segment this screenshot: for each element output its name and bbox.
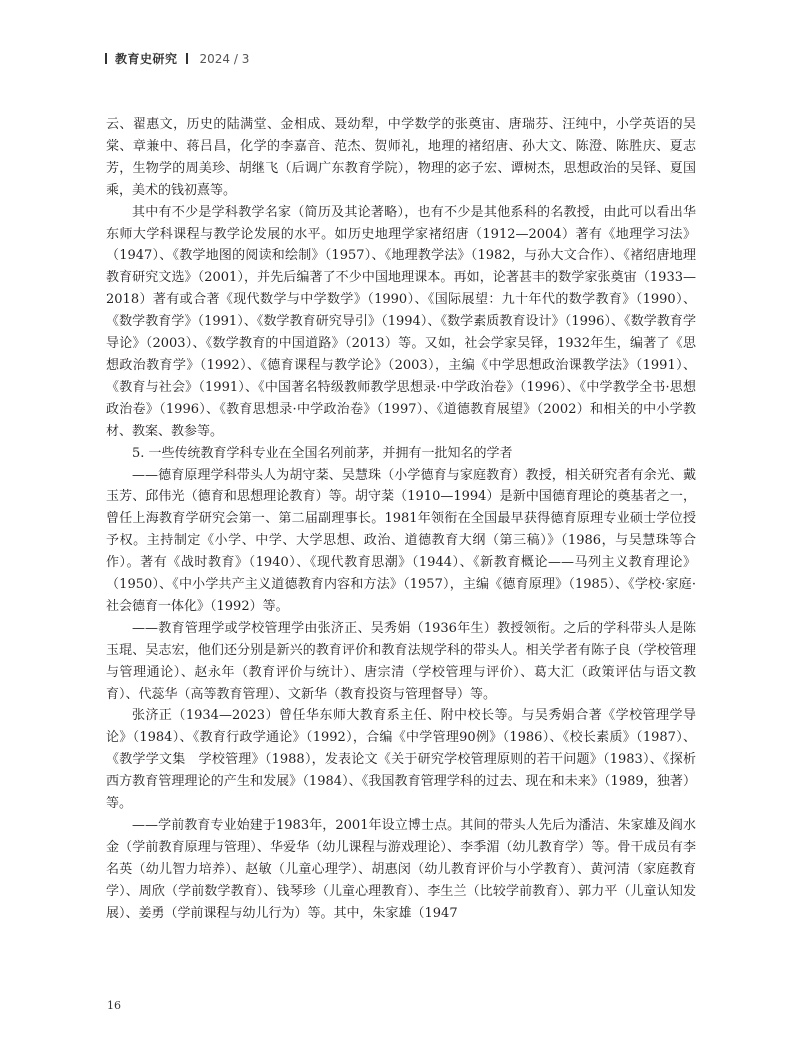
- article-body: [106, 114, 696, 925]
- paragraph: 云、翟惠文，历史的陆满堂、金相成、聂幼犁，中学数学的张奠宙、唐瑞芬、汪纯中，小学英语的吴棠、章兼中、蒋吕昌，化学的李嘉音、范杰、贺师礼，地理的褚绍唐、孙大文、陈澄、陈胜庆、夏志芳，生物学的周美珍、胡继飞（后调广东教育学院），物理的宓子宏、谭树杰，思想政治的吴铎、夏国乘，美术的钱初熹等。: [106, 117, 696, 198]
- header-right-divider: [186, 53, 188, 64]
- page-number: 16: [107, 999, 121, 1012]
- journal-title: 教育史研究: [115, 52, 178, 66]
- paragraph: 张济正（1934—2023）曾任华东师大教育系主任、附中校长等。与吴秀娟合著《学校管理学导论》（1984）、《教育行政学通论》（1992），合编《中学管理90例》（1986）、《校长素质》（1987）、《教学学文集 学校管理》（1988），发表论文《关于研究学校管理原则的若干问题》（1983）、《探析西方教育管理理论的产生和发展》（1984）、《我国教育管理学科的过去、现在和未来》（1989，独著）等。: [106, 708, 696, 812]
- paragraph: ——教育管理学或学校管理学由张济正、吴秀娟（1936年生）教授领衔。之后的学科带头人是陈玉琨、吴志宏，他们还分别是新兴的教育评价和教育法规学科的带头人。相关学者有陈子良（学校管理与管理通论）、赵永年（教育评价与统计）、唐宗清（学校管理与评价）、葛大汇（政策评估与语文教育）、代蕊华（高等教育管理）、文新华（教育投资与管理督导）等。: [106, 620, 696, 702]
- issue-label: 2024 / 3: [199, 51, 250, 66]
- paragraph: 其中有不少是学科教学名家（简历及其论著略），也有不少是其他系科的名教授，由此可以看出华东师大学科课程与教学论发展的水平。如历史地理学家褚绍唐（1912—2004）著有《地理学习法》（1947）、《教学地图的阅读和绘制》（1957）、《地理教学法》（1982，与孙大文合作）、《褚绍唐地理教育研究文选》（2001），并先后编著了不少中国地理课本。再如，论著甚丰的数学家张奠宙（1933—2018）著有或合著《现代数学与中学数学》（1990）、《国际展望：九十年代的数学教育》（1990）、《数学教育学》（1991）、《数学教育研究导引》（1994）、《数学素质教育设计》（1996）、《数学教育学导论》（2003）、《数学教育的中国道路》（2013）等。又如，社会学家吴铎，1932年生，编著了《思想政治教育学》（1992）、《德育课程与教学论》（2003），主编《中学思想政治课教学法》（1991）、《教育与社会》（1991）、《中国著名特级教师教学思想录·中学政治卷》（1996）、《中学教学全书·思想政治卷》（1996）、《教育思想录·中学政治卷》（1997）、《道德教育展望》（2002）和相关的中小学教材、教案、教参等。: [106, 204, 696, 439]
- paragraph: 5. 一些传统教育学科专业在全国名列前茅，并拥有一批知名的学者: [132, 445, 513, 461]
- paragraph: ——德育原理学科带头人为胡守棻、吴慧珠（小学德育与家庭教育）教授，相关研究者有余光、戴玉芳、邱伟光（德育和思想理论教育）等。胡守棻（1910—1994）是新中国德育理论的奠基者之一，曾任上海教育学研究会第一、第二届副理事长。1981年领衔在全国最早获得德育原理专业硕士学位授予权。主持制定《小学、中学、大学思想、政治、道德教育大纲（第三稿）》（1986，与吴慧珠等合作）。著有《战时教育》（1940）、《现代教育思潮》（1944）、《新教育概论——马列主义教育理论》（1950）、《中小学共产主义道德教育内容和方法》（1957），主编《德育原理》（1985）、《学校·家庭·社会德育一体化》（1992）等。: [106, 467, 696, 614]
- paragraph: ——学前教育专业始建于1983年，2001年设立博士点。其间的带头人先后为潘洁、朱家雄及阎水金（学前教育原理与管理）、华爱华（幼儿课程与游戏理论）、李季湄（幼儿教育学）等。骨干成员有李名英（幼儿智力培养）、赵敏（儿童心理学）、胡惠闵（幼儿教育评价与小学教育）、黄河清（家庭教育学）、周欣（学前数学教育）、钱琴珍（儿童心理教育）、李生兰（比较学前教育）、郭力平（儿童认知发展）、姜勇（学前课程与幼儿行为）等。其中，朱家雄（1947: [106, 818, 696, 921]
- running-header: [105, 50, 249, 67]
- header-left-divider: [105, 53, 107, 64]
